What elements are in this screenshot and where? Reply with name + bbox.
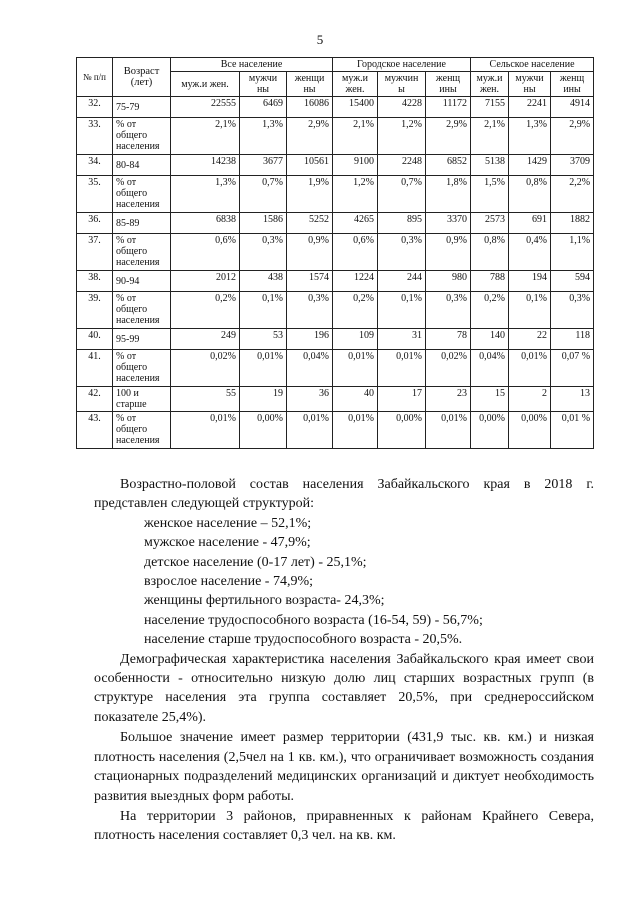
- row-label: 90-94: [113, 271, 171, 292]
- value-cell: 40: [333, 387, 378, 412]
- value-cell: 0,00%: [509, 412, 551, 449]
- value-cell: 19: [240, 387, 287, 412]
- value-cell: 691: [509, 213, 551, 234]
- value-cell: 16086: [287, 97, 333, 118]
- value-cell: 0,2%: [471, 292, 509, 329]
- value-cell: 22: [509, 329, 551, 350]
- value-cell: 0,01%: [426, 412, 471, 449]
- table-row: [77, 329, 594, 350]
- value-cell: 31: [378, 329, 426, 350]
- value-cell: 22555: [171, 97, 240, 118]
- value-cell: 0,04%: [287, 350, 333, 387]
- header-sub: мужчи ны: [509, 72, 551, 97]
- value-cell: 7155: [471, 97, 509, 118]
- value-cell: 1,8%: [426, 176, 471, 213]
- header-sub: мужчи ны: [240, 72, 287, 97]
- value-cell: 0,01%: [287, 412, 333, 449]
- value-cell: 0,4%: [509, 234, 551, 271]
- table-row: [77, 176, 594, 213]
- value-cell: 0,04%: [471, 350, 509, 387]
- page-number: 5: [316, 32, 324, 47]
- value-cell: 0,3%: [551, 292, 594, 329]
- value-cell: 194: [509, 271, 551, 292]
- value-cell: 118: [551, 329, 594, 350]
- value-cell: 2248: [378, 155, 426, 176]
- row-label: 80-84: [113, 155, 171, 176]
- value-cell: 0,2%: [171, 292, 240, 329]
- paragraph-territory: Большое значение имеет размер территории (431,9 тыс. кв. км.) и низкая плотность населения (2,5чел на 1 кв. км.), что ограничивает возможность создания стационарных подразделений медицинских организаций и диктует необходимость развития выездных форм работы.: [94, 730, 594, 804]
- value-cell: 1,2%: [333, 176, 378, 213]
- value-cell: 4228: [378, 97, 426, 118]
- paragraph-north: На территории 3 районов, приравненных к районам Крайнего Севера, плотность населения составляет 0,3 чел. на кв. км.: [94, 808, 594, 844]
- value-cell: 0,1%: [240, 292, 287, 329]
- list-item: население трудоспособного возраста (16-54, 59) - 56,7%;: [144, 612, 483, 628]
- row-number: 40.: [77, 329, 113, 350]
- row-number: 33.: [77, 118, 113, 155]
- value-cell: 0,9%: [426, 234, 471, 271]
- list-item: население старше трудоспособного возраста - 20,5%.: [144, 632, 463, 648]
- value-cell: 2573: [471, 213, 509, 234]
- value-cell: 17: [378, 387, 426, 412]
- value-cell: 0,01%: [333, 412, 378, 449]
- value-cell: 0,00%: [471, 412, 509, 449]
- table-row: [77, 155, 594, 176]
- value-cell: 0,07 %: [551, 350, 594, 387]
- header-number: № п/п: [77, 58, 113, 97]
- value-cell: 196: [287, 329, 333, 350]
- value-cell: 14238: [171, 155, 240, 176]
- value-cell: 244: [378, 271, 426, 292]
- value-cell: 36: [287, 387, 333, 412]
- value-cell: 1882: [551, 213, 594, 234]
- table-row: [77, 234, 594, 271]
- list-item: женщины фертильного возраста- 24,3%;: [144, 593, 385, 609]
- table-row: [77, 271, 594, 292]
- value-cell: 4914: [551, 97, 594, 118]
- value-cell: 2: [509, 387, 551, 412]
- value-cell: 5252: [287, 213, 333, 234]
- table-header: [77, 58, 594, 97]
- value-cell: 0,01%: [240, 350, 287, 387]
- row-label: 100 и старше: [113, 387, 171, 412]
- header-sub: мужчин ы: [378, 72, 426, 97]
- value-cell: 980: [426, 271, 471, 292]
- row-number: 42.: [77, 387, 113, 412]
- row-number: 41.: [77, 350, 113, 387]
- value-cell: 1,5%: [471, 176, 509, 213]
- value-cell: 2,9%: [551, 118, 594, 155]
- value-cell: 0,1%: [378, 292, 426, 329]
- value-cell: 6852: [426, 155, 471, 176]
- value-cell: 1574: [287, 271, 333, 292]
- value-cell: 1224: [333, 271, 378, 292]
- value-cell: 0,9%: [287, 234, 333, 271]
- row-number: 32.: [77, 97, 113, 118]
- value-cell: 0,1%: [509, 292, 551, 329]
- value-cell: 0,7%: [378, 176, 426, 213]
- value-cell: 109: [333, 329, 378, 350]
- header-group-all: Все население: [171, 58, 333, 72]
- value-cell: 0,6%: [333, 234, 378, 271]
- value-cell: 0,00%: [240, 412, 287, 449]
- table-row: [77, 412, 594, 449]
- value-cell: 2241: [509, 97, 551, 118]
- value-cell: 1,9%: [287, 176, 333, 213]
- header-age: Возраст (лет): [113, 58, 171, 97]
- value-cell: 0,00%: [378, 412, 426, 449]
- value-cell: 895: [378, 213, 426, 234]
- header-sub: муж.и жен.: [471, 72, 509, 97]
- row-label: % от общего населения: [113, 234, 171, 271]
- value-cell: 0,2%: [333, 292, 378, 329]
- value-cell: 1429: [509, 155, 551, 176]
- row-number: 35.: [77, 176, 113, 213]
- value-cell: 0,3%: [378, 234, 426, 271]
- paragraph-demography: Демографическая характеристика населения Забайкальского края имеет свои особенности - относительно низкую долю лиц старших возрастных групп (в структуре населения эта группа составляет 20,5%, при среднероссийском показателе 25,4%).: [94, 651, 594, 725]
- value-cell: 1,2%: [378, 118, 426, 155]
- body-text: [94, 475, 594, 846]
- value-cell: 1586: [240, 213, 287, 234]
- value-cell: 3370: [426, 213, 471, 234]
- value-cell: 0,3%: [426, 292, 471, 329]
- value-cell: 3677: [240, 155, 287, 176]
- value-cell: 0,01%: [333, 350, 378, 387]
- header-sub: муж.и жен.: [171, 72, 240, 97]
- value-cell: 0,6%: [171, 234, 240, 271]
- list-item: взрослое население - 74,9%;: [144, 574, 313, 590]
- header-sub: женщ ины: [551, 72, 594, 97]
- value-cell: 53: [240, 329, 287, 350]
- table-row: [77, 387, 594, 412]
- value-cell: 0,8%: [471, 234, 509, 271]
- table-row: [77, 118, 594, 155]
- row-label: % от общего населения: [113, 292, 171, 329]
- value-cell: 2012: [171, 271, 240, 292]
- value-cell: 15400: [333, 97, 378, 118]
- value-cell: 438: [240, 271, 287, 292]
- row-number: 38.: [77, 271, 113, 292]
- value-cell: 23: [426, 387, 471, 412]
- value-cell: 2,2%: [551, 176, 594, 213]
- table-row: [77, 97, 594, 118]
- value-cell: 78: [426, 329, 471, 350]
- header-sub: муж.и жен.: [333, 72, 378, 97]
- row-number: 37.: [77, 234, 113, 271]
- value-cell: 0,01%: [378, 350, 426, 387]
- list-item: детское население (0-17 лет) - 25,1%;: [144, 554, 367, 570]
- value-cell: 2,9%: [287, 118, 333, 155]
- value-cell: 788: [471, 271, 509, 292]
- value-cell: 0,02%: [171, 350, 240, 387]
- row-label: % от общего населения: [113, 350, 171, 387]
- value-cell: 2,1%: [471, 118, 509, 155]
- row-label: % от общего населения: [113, 176, 171, 213]
- value-cell: 249: [171, 329, 240, 350]
- row-number: 34.: [77, 155, 113, 176]
- value-cell: 0,8%: [509, 176, 551, 213]
- row-number: 43.: [77, 412, 113, 449]
- row-number: 36.: [77, 213, 113, 234]
- value-cell: 5138: [471, 155, 509, 176]
- row-label: % от общего населения: [113, 412, 171, 449]
- value-cell: 6838: [171, 213, 240, 234]
- value-cell: 13: [551, 387, 594, 412]
- value-cell: 0,3%: [287, 292, 333, 329]
- value-cell: 3709: [551, 155, 594, 176]
- row-label: % от общего населения: [113, 118, 171, 155]
- value-cell: 11172: [426, 97, 471, 118]
- intro-paragraph: Возрастно-половой состав населения Забайкальского края в 2018 г. представлен следующей структурой:: [94, 477, 594, 512]
- population-table: [76, 57, 594, 449]
- value-cell: 140: [471, 329, 509, 350]
- header-group-urban: Городское население: [333, 58, 471, 72]
- list-item: мужское население - 47,9%;: [144, 535, 311, 551]
- value-cell: 0,01%: [171, 412, 240, 449]
- table-row: [77, 213, 594, 234]
- table-row: [77, 292, 594, 329]
- value-cell: 55: [171, 387, 240, 412]
- header-group-rural: Сельское население: [471, 58, 594, 72]
- table-row: [77, 350, 594, 387]
- value-cell: 2,9%: [426, 118, 471, 155]
- value-cell: 15: [471, 387, 509, 412]
- table-body: [77, 97, 594, 449]
- value-cell: 1,3%: [240, 118, 287, 155]
- value-cell: 0,7%: [240, 176, 287, 213]
- value-cell: 1,3%: [509, 118, 551, 155]
- list-item: женское население – 52,1%;: [144, 515, 312, 531]
- value-cell: 1,1%: [551, 234, 594, 271]
- header-sub: женщи ны: [287, 72, 333, 97]
- value-cell: 10561: [287, 155, 333, 176]
- value-cell: 1,3%: [171, 176, 240, 213]
- value-cell: 0,3%: [240, 234, 287, 271]
- value-cell: 9100: [333, 155, 378, 176]
- row-number: 39.: [77, 292, 113, 329]
- row-label: 85-89: [113, 213, 171, 234]
- row-label: 95-99: [113, 329, 171, 350]
- row-label: 75-79: [113, 97, 171, 118]
- value-cell: 0,01%: [509, 350, 551, 387]
- header-sub: женщ ины: [426, 72, 471, 97]
- value-cell: 4265: [333, 213, 378, 234]
- value-cell: 2,1%: [171, 118, 240, 155]
- value-cell: 0,02%: [426, 350, 471, 387]
- value-cell: 2,1%: [333, 118, 378, 155]
- value-cell: 594: [551, 271, 594, 292]
- value-cell: 0,01 %: [551, 412, 594, 449]
- value-cell: 6469: [240, 97, 287, 118]
